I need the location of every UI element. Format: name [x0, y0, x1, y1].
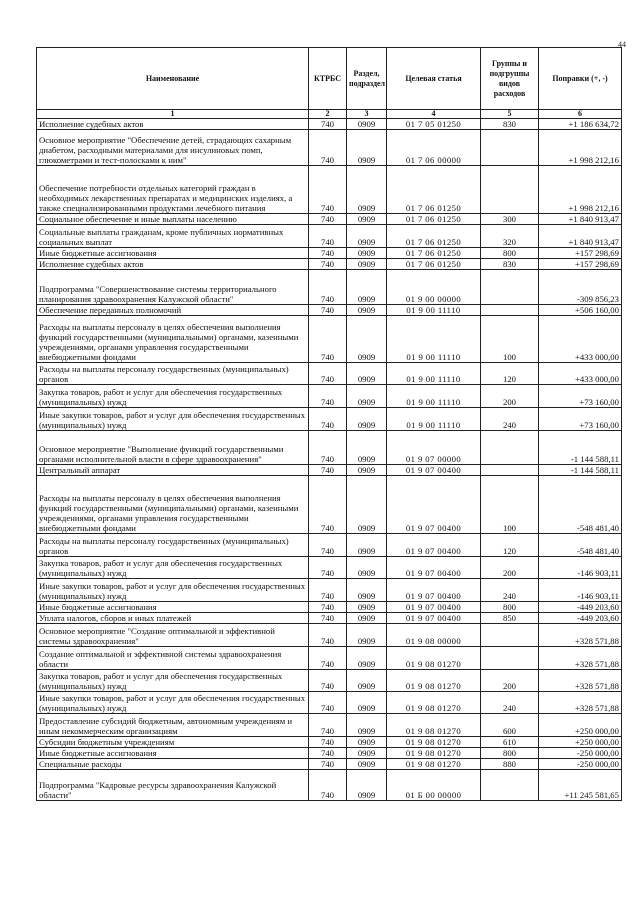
row-amount: +157 298,69 — [539, 259, 622, 270]
row-name: Подпрограмма "Совершенствование системы территориального планирования здравоохранения Калужской области" — [37, 270, 309, 305]
row-amount: -250 000,00 — [539, 759, 622, 770]
row-group — [481, 465, 539, 476]
row-group: 850 — [481, 613, 539, 624]
table-row — [37, 534, 622, 557]
row-group — [481, 431, 539, 465]
table-row — [37, 166, 622, 214]
row-section: 0909 — [347, 385, 387, 408]
row-ktrbs: 740 — [309, 119, 347, 130]
row-target: 01 9 00 11110 — [387, 408, 481, 431]
row-amount: -449 203,60 — [539, 613, 622, 624]
table-row — [37, 248, 622, 259]
column-number: 2 — [309, 110, 347, 119]
row-group: 320 — [481, 225, 539, 248]
header-name: Наименование — [37, 48, 309, 110]
column-number-row — [37, 110, 622, 119]
header-groups: Группы и подгруппы видов расходов — [481, 48, 539, 110]
row-ktrbs: 740 — [309, 579, 347, 602]
budget-amendments-table — [36, 47, 622, 801]
row-name: Иные закупки товаров, работ и услуг для обеспечения государственных (муниципальных) нужд — [37, 692, 309, 714]
row-section: 0909 — [347, 624, 387, 647]
row-group: 200 — [481, 557, 539, 579]
row-section: 0909 — [347, 363, 387, 385]
row-section: 0909 — [347, 759, 387, 770]
row-amount: -1 144 588,11 — [539, 431, 622, 465]
row-amount: +73 160,00 — [539, 408, 622, 431]
row-target: 01 9 00 11110 — [387, 316, 481, 363]
row-ktrbs: 740 — [309, 270, 347, 305]
table-row — [37, 770, 622, 801]
row-target: 01 7 05 01250 — [387, 119, 481, 130]
column-number: 1 — [37, 110, 309, 119]
row-group: 880 — [481, 759, 539, 770]
row-ktrbs: 740 — [309, 166, 347, 214]
row-ktrbs: 740 — [309, 465, 347, 476]
row-ktrbs: 740 — [309, 431, 347, 465]
row-ktrbs: 740 — [309, 670, 347, 692]
table-row — [37, 692, 622, 714]
table-row — [37, 647, 622, 670]
row-name: Иные бюджетные ассигнования — [37, 248, 309, 259]
table-row — [37, 624, 622, 647]
row-target: 01 9 07 00400 — [387, 534, 481, 557]
row-group: 120 — [481, 534, 539, 557]
row-amount: +1 840 913,47 — [539, 214, 622, 225]
row-target: 01 9 07 00400 — [387, 476, 481, 534]
row-name: Создание оптимальной и эффективной системы здравоохранения области — [37, 647, 309, 670]
row-name: Обеспечение переданных полномочий — [37, 305, 309, 316]
row-group: 200 — [481, 385, 539, 408]
row-group: 200 — [481, 670, 539, 692]
row-group — [481, 647, 539, 670]
row-section: 0909 — [347, 431, 387, 465]
row-ktrbs: 740 — [309, 714, 347, 737]
row-section: 0909 — [347, 670, 387, 692]
row-target: 01 9 07 00400 — [387, 557, 481, 579]
column-number: 4 — [387, 110, 481, 119]
row-target: 01 Б 00 00000 — [387, 770, 481, 801]
row-section: 0909 — [347, 130, 387, 166]
row-name: Расходы на выплаты персоналу государственных (муниципальных) органов — [37, 363, 309, 385]
row-name: Субсидии бюджетным учреждениям — [37, 737, 309, 748]
table-row — [37, 579, 622, 602]
table-row — [37, 431, 622, 465]
row-target: 01 7 06 01250 — [387, 248, 481, 259]
table-row — [37, 748, 622, 759]
row-ktrbs: 740 — [309, 647, 347, 670]
row-amount: +506 160,00 — [539, 305, 622, 316]
row-name: Исполнение судебных актов — [37, 259, 309, 270]
row-group — [481, 624, 539, 647]
row-section: 0909 — [347, 248, 387, 259]
row-section: 0909 — [347, 305, 387, 316]
row-section: 0909 — [347, 214, 387, 225]
row-target: 01 9 08 01270 — [387, 737, 481, 748]
table-row — [37, 602, 622, 613]
row-section: 0909 — [347, 770, 387, 801]
table-row — [37, 613, 622, 624]
row-name: Специальные расходы — [37, 759, 309, 770]
row-section: 0909 — [347, 602, 387, 613]
row-group: 830 — [481, 119, 539, 130]
row-amount: +157 298,69 — [539, 248, 622, 259]
column-number: 3 — [347, 110, 387, 119]
row-group — [481, 770, 539, 801]
table-row — [37, 737, 622, 748]
header-amendments: Поправки (+, -) — [539, 48, 622, 110]
row-amount: -146 903,11 — [539, 557, 622, 579]
row-ktrbs: 740 — [309, 225, 347, 248]
row-name: Основное мероприятие "Выполнение функций государственными органами исполнительной власти в сфере здравоохранения" — [37, 431, 309, 465]
table-row — [37, 476, 622, 534]
row-amount: +250 000,00 — [539, 737, 622, 748]
row-target: 01 9 08 01270 — [387, 692, 481, 714]
row-amount: +1 840 913,47 — [539, 225, 622, 248]
row-ktrbs: 740 — [309, 476, 347, 534]
row-ktrbs: 740 — [309, 305, 347, 316]
row-target: 01 7 06 01250 — [387, 225, 481, 248]
row-ktrbs: 740 — [309, 759, 347, 770]
row-amount: -548 481,40 — [539, 534, 622, 557]
table-row — [37, 714, 622, 737]
row-name: Обеспечение потребности отдельных категорий граждан в необходимых лекарственных препаратах и медицинских изделиях, а также специализированными продуктами лечебного питания — [37, 166, 309, 214]
column-number: 5 — [481, 110, 539, 119]
row-section: 0909 — [347, 613, 387, 624]
row-section: 0909 — [347, 714, 387, 737]
row-ktrbs: 740 — [309, 602, 347, 613]
row-group — [481, 270, 539, 305]
row-group — [481, 130, 539, 166]
row-target: 01 9 00 11110 — [387, 385, 481, 408]
row-amount: +328 571,88 — [539, 647, 622, 670]
row-group — [481, 166, 539, 214]
row-section: 0909 — [347, 557, 387, 579]
table-row — [37, 385, 622, 408]
row-ktrbs: 740 — [309, 248, 347, 259]
row-target: 01 7 06 01250 — [387, 214, 481, 225]
row-ktrbs: 740 — [309, 214, 347, 225]
row-ktrbs: 740 — [309, 363, 347, 385]
row-name: Центральный аппарат — [37, 465, 309, 476]
row-section: 0909 — [347, 748, 387, 759]
row-group — [481, 305, 539, 316]
row-amount: -1 144 588,11 — [539, 465, 622, 476]
row-name: Уплата налогов, сборов и иных платежей — [37, 613, 309, 624]
row-ktrbs: 740 — [309, 408, 347, 431]
row-target: 01 9 07 00400 — [387, 613, 481, 624]
table-row — [37, 214, 622, 225]
row-target: 01 9 08 01270 — [387, 759, 481, 770]
row-ktrbs: 740 — [309, 130, 347, 166]
row-target: 01 9 07 00400 — [387, 579, 481, 602]
table-row — [37, 130, 622, 166]
table-row — [37, 465, 622, 476]
row-section: 0909 — [347, 647, 387, 670]
row-amount: +1 998 212,16 — [539, 166, 622, 214]
row-name: Расходы на выплаты персоналу государственных (муниципальных) органов — [37, 534, 309, 557]
row-target: 01 9 07 00400 — [387, 602, 481, 613]
row-amount: +433 000,00 — [539, 316, 622, 363]
row-ktrbs: 740 — [309, 316, 347, 363]
row-amount: +11 245 581,65 — [539, 770, 622, 801]
row-name: Закупка товаров, работ и услуг для обеспечения государственных (муниципальных) нужд — [37, 385, 309, 408]
row-ktrbs: 740 — [309, 748, 347, 759]
row-target: 01 9 08 01270 — [387, 748, 481, 759]
row-group: 800 — [481, 748, 539, 759]
table-row — [37, 408, 622, 431]
row-ktrbs: 740 — [309, 624, 347, 647]
row-group: 240 — [481, 579, 539, 602]
row-amount: +328 571,88 — [539, 692, 622, 714]
row-amount: -309 856,23 — [539, 270, 622, 305]
row-amount: +1 998 212,16 — [539, 130, 622, 166]
header-target: Целевая статья — [387, 48, 481, 110]
row-section: 0909 — [347, 316, 387, 363]
row-section: 0909 — [347, 259, 387, 270]
row-target: 01 9 08 01270 — [387, 670, 481, 692]
header-ktrbs: КТРБС — [309, 48, 347, 110]
row-name: Иные бюджетные ассигнования — [37, 602, 309, 613]
row-section: 0909 — [347, 270, 387, 305]
row-name: Социальные выплаты гражданам, кроме публичных нормативных социальных выплат — [37, 225, 309, 248]
row-section: 0909 — [347, 476, 387, 534]
row-name: Закупка товаров, работ и услуг для обеспечения государственных (муниципальных) нужд — [37, 670, 309, 692]
row-name: Предоставление субсидий бюджетным, автономным учреждениям и иным некоммерческим организациям — [37, 714, 309, 737]
row-section: 0909 — [347, 737, 387, 748]
row-group: 240 — [481, 692, 539, 714]
row-target: 01 9 00 11110 — [387, 305, 481, 316]
row-amount: -250 000,00 — [539, 748, 622, 759]
table-row — [37, 305, 622, 316]
row-name: Иные бюджетные ассигнования — [37, 748, 309, 759]
row-name: Расходы на выплаты персоналу в целях обеспечения выполнения функций государственными (муниципальными) органами, казенными учреждениями, органами управления государственными внебюджетными фондами — [37, 476, 309, 534]
table-row — [37, 557, 622, 579]
row-section: 0909 — [347, 579, 387, 602]
row-section: 0909 — [347, 534, 387, 557]
row-name: Иные закупки товаров, работ и услуг для обеспечения государственных (муниципальных) нужд — [37, 579, 309, 602]
row-ktrbs: 740 — [309, 613, 347, 624]
row-section: 0909 — [347, 408, 387, 431]
row-ktrbs: 740 — [309, 770, 347, 801]
row-group: 600 — [481, 714, 539, 737]
row-amount: +1 186 634,72 — [539, 119, 622, 130]
table-row — [37, 225, 622, 248]
row-target: 01 7 06 00000 — [387, 130, 481, 166]
row-group: 120 — [481, 363, 539, 385]
row-ktrbs: 740 — [309, 534, 347, 557]
row-ktrbs: 740 — [309, 737, 347, 748]
page-number: 44 — [618, 40, 626, 49]
row-section: 0909 — [347, 119, 387, 130]
row-section: 0909 — [347, 166, 387, 214]
row-ktrbs: 740 — [309, 385, 347, 408]
row-group: 300 — [481, 214, 539, 225]
row-target: 01 9 08 00000 — [387, 624, 481, 647]
row-target: 01 9 07 00400 — [387, 465, 481, 476]
row-ktrbs: 740 — [309, 259, 347, 270]
table-row — [37, 363, 622, 385]
row-name: Исполнение судебных актов — [37, 119, 309, 130]
table-body — [37, 119, 622, 801]
table-row — [37, 670, 622, 692]
row-amount: -449 203,60 — [539, 602, 622, 613]
row-amount: +433 000,00 — [539, 363, 622, 385]
row-group: 610 — [481, 737, 539, 748]
table-row — [37, 270, 622, 305]
row-ktrbs: 740 — [309, 692, 347, 714]
row-section: 0909 — [347, 465, 387, 476]
row-group: 100 — [481, 476, 539, 534]
row-target: 01 7 06 01250 — [387, 166, 481, 214]
row-section: 0909 — [347, 692, 387, 714]
row-section: 0909 — [347, 225, 387, 248]
row-target: 01 9 00 00000 — [387, 270, 481, 305]
column-number: 6 — [539, 110, 622, 119]
row-target: 01 9 08 01270 — [387, 714, 481, 737]
row-group: 240 — [481, 408, 539, 431]
table-row — [37, 316, 622, 363]
row-group: 830 — [481, 259, 539, 270]
header-section: Раздел, подраздел — [347, 48, 387, 110]
table-row — [37, 759, 622, 770]
row-amount: +328 571,88 — [539, 670, 622, 692]
row-amount: +73 160,00 — [539, 385, 622, 408]
row-name: Закупка товаров, работ и услуг для обеспечения государственных (муниципальных) нужд — [37, 557, 309, 579]
row-amount: -548 481,40 — [539, 476, 622, 534]
row-amount: +328 571,88 — [539, 624, 622, 647]
table-row — [37, 119, 622, 130]
table-row — [37, 259, 622, 270]
row-name: Иные закупки товаров, работ и услуг для обеспечения государственных (муниципальных) нужд — [37, 408, 309, 431]
row-group: 100 — [481, 316, 539, 363]
row-target: 01 9 07 00000 — [387, 431, 481, 465]
row-name: Социальное обеспечение и иные выплаты населению — [37, 214, 309, 225]
row-group: 800 — [481, 248, 539, 259]
row-amount: -146 903,11 — [539, 579, 622, 602]
row-group: 800 — [481, 602, 539, 613]
row-ktrbs: 740 — [309, 557, 347, 579]
row-name: Основное мероприятие "Обеспечение детей, страдающих сахарным диабетом, расходными материалами для инсулиновых помп, глюкометрами и тест-полосками к ним" — [37, 130, 309, 166]
row-target: 01 9 00 11110 — [387, 363, 481, 385]
row-name: Основное мероприятие "Создание оптимальной и эффективной системы здравоохранения" — [37, 624, 309, 647]
row-name: Подпрограмма "Кадровые ресурсы здравоохранения Калужской области" — [37, 770, 309, 801]
row-name: Расходы на выплаты персоналу в целях обеспечения выполнения функций государственными (муниципальными) органами, казенными учреждениями, органами управления государственными внебюджетными фондами — [37, 316, 309, 363]
table-header-row — [37, 48, 622, 110]
row-amount: +250 000,00 — [539, 714, 622, 737]
row-target: 01 9 08 01270 — [387, 647, 481, 670]
row-target: 01 7 06 01250 — [387, 259, 481, 270]
